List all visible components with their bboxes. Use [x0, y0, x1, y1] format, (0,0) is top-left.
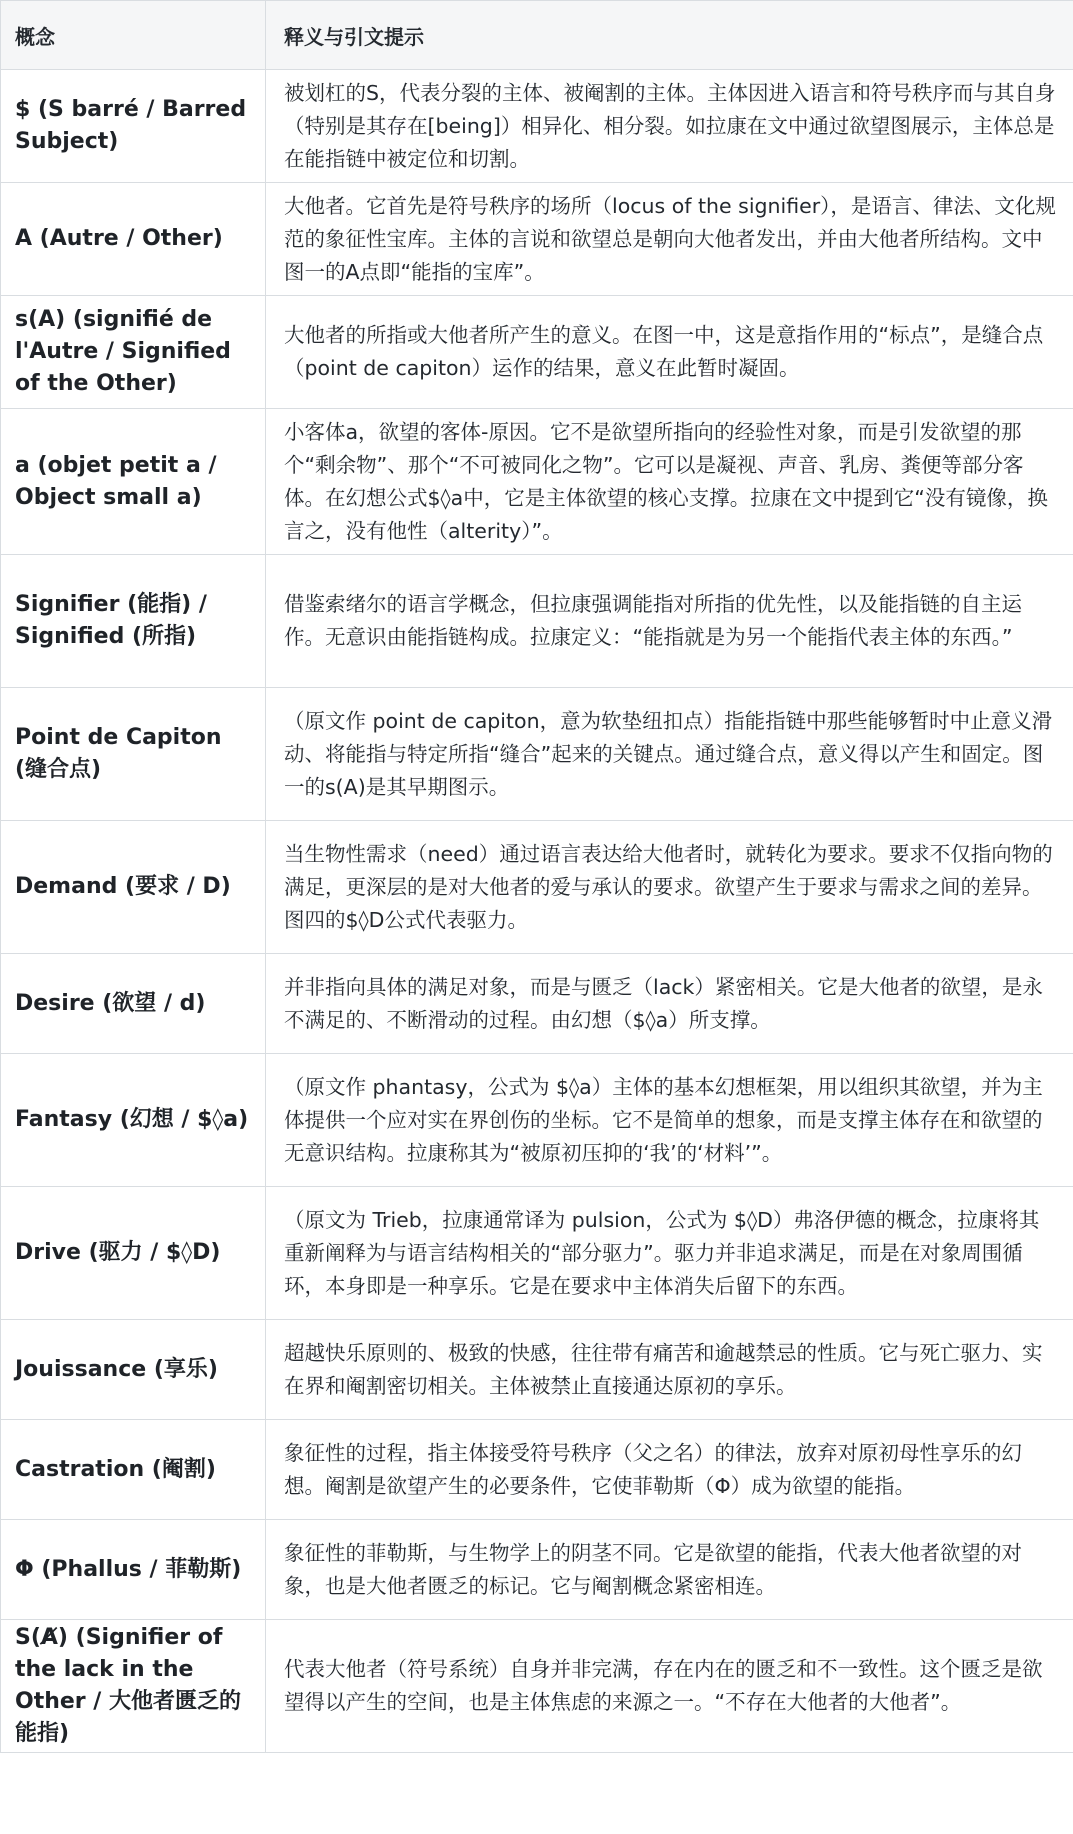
concept-description: 大他者。它首先是符号秩序的场所（locus of the signifier），是语言、律法、文化规范的象征性宝库。主体的言说和欲望总是朝向大他者发出，并由大他者所结构。文中图一的A点即“能指的宝库”。	[266, 183, 1073, 296]
table-header-row	[1, 1, 1073, 70]
table-row	[1, 555, 1073, 688]
concept-term: s(A) (signifié de l'Autre / Signified of the Other)	[1, 296, 266, 409]
concept-description: 小客体a，欲望的客体-原因。它不是欲望所指向的经验性对象，而是引发欲望的那个“剩余物”、那个“不可被同化之物”。它可以是凝视、声音、乳房、粪便等部分客体。在幻想公式$◊a中，它是主体欲望的核心支撑。拉康在文中提到它“没有镜像，换言之，没有他性（alterity）”。	[266, 409, 1073, 555]
table-row	[1, 821, 1073, 954]
concept-description: 象征性的过程，指主体接受符号秩序（父之名）的律法，放弃对原初母性享乐的幻想。阉割是欲望产生的必要条件，它使菲勒斯（Φ）成为欲望的能指。	[266, 1420, 1073, 1520]
concept-term: Point de Capiton (缝合点)	[1, 688, 266, 821]
concept-description: 被划杠的S，代表分裂的主体、被阉割的主体。主体因进入语言和符号秩序而与其自身（特别是其存在[being]）相异化、相分裂。如拉康在文中通过欲望图展示，主体总是在能指链中被定位和切割。	[266, 70, 1073, 183]
header-explanation: 释义与引文提示	[266, 1, 1073, 70]
concept-description: （原文作 phantasy，公式为 $◊a）主体的基本幻想框架，用以组织其欲望，并为主体提供一个应对实在界创伤的坐标。它不是简单的想象，而是支撑主体存在和欲望的无意识结构。拉康称其为“被原初压抑的‘我’的‘材料’”。	[266, 1054, 1073, 1187]
concept-term: $ (S barré / Barred Subject)	[1, 70, 266, 183]
concept-term: Signifier (能指) / Signified (所指)	[1, 555, 266, 688]
concept-term: a (objet petit a / Object small a)	[1, 409, 266, 555]
table-row	[1, 1320, 1073, 1420]
table-row	[1, 688, 1073, 821]
concept-description: 代表大他者（符号系统）自身并非完满，存在内在的匮乏和不一致性。这个匮乏是欲望得以产生的空间，也是主体焦虑的来源之一。“不存在大他者的大他者”。	[266, 1620, 1073, 1753]
concept-term: Φ (Phallus / 菲勒斯)	[1, 1520, 266, 1620]
concept-term: Castration (阉割)	[1, 1420, 266, 1520]
table-row	[1, 1620, 1073, 1753]
concept-term: S(A̸) (Signifier of the lack in the Other / 大他者匮乏的能指)	[1, 1620, 266, 1753]
table-row	[1, 1187, 1073, 1320]
table-row	[1, 296, 1073, 409]
concept-term: Fantasy (幻想 / $◊a)	[1, 1054, 266, 1187]
concept-description: 超越快乐原则的、极致的快感，往往带有痛苦和逾越禁忌的性质。它与死亡驱力、实在界和阉割密切相关。主体被禁止直接通达原初的享乐。	[266, 1320, 1073, 1420]
table-row	[1, 409, 1073, 555]
concept-description: 大他者的所指或大他者所产生的意义。在图一中，这是意指作用的“标点”，是缝合点（point de capiton）运作的结果，意义在此暂时凝固。	[266, 296, 1073, 409]
concept-term: A (Autre / Other)	[1, 183, 266, 296]
concept-term: Desire (欲望 / d)	[1, 954, 266, 1054]
concept-description: 当生物性需求（need）通过语言表达给大他者时，就转化为要求。要求不仅指向物的满足，更深层的是对大他者的爱与承认的要求。欲望产生于要求与需求之间的差异。图四的$◊D公式代表驱力。	[266, 821, 1073, 954]
concept-description: 借鉴索绪尔的语言学概念，但拉康强调能指对所指的优先性，以及能指链的自主运作。无意识由能指链构成。拉康定义：“能指就是为另一个能指代表主体的东西。”	[266, 555, 1073, 688]
table-row	[1, 1520, 1073, 1620]
table-row	[1, 183, 1073, 296]
table-row	[1, 70, 1073, 183]
table-row	[1, 1054, 1073, 1187]
concept-term: Drive (驱力 / $◊D)	[1, 1187, 266, 1320]
concept-term: Demand (要求 / D)	[1, 821, 266, 954]
concept-description: （原文作 point de capiton，意为软垫纽扣点）指能指链中那些能够暂时中止意义滑动、将能指与特定所指“缝合”起来的关键点。通过缝合点，意义得以产生和固定。图一的s(A)是其早期图示。	[266, 688, 1073, 821]
table-row	[1, 954, 1073, 1054]
header-concept: 概念	[1, 1, 266, 70]
concept-description: （原文为 Trieb，拉康通常译为 pulsion，公式为 $◊D）弗洛伊德的概念，拉康将其重新阐释为与语言结构相关的“部分驱力”。驱力并非追求满足，而是在对象周围循环，本身即是一种享乐。它是在要求中主体消失后留下的东西。	[266, 1187, 1073, 1320]
table-row	[1, 1420, 1073, 1520]
concept-description: 象征性的菲勒斯，与生物学上的阴茎不同。它是欲望的能指，代表大他者欲望的对象，也是大他者匮乏的标记。它与阉割概念紧密相连。	[266, 1520, 1073, 1620]
concept-description: 并非指向具体的满足对象，而是与匮乏（lack）紧密相关。它是大他者的欲望，是永不满足的、不断滑动的过程。由幻想（$◊a）所支撑。	[266, 954, 1073, 1054]
concept-term: Jouissance (享乐)	[1, 1320, 266, 1420]
